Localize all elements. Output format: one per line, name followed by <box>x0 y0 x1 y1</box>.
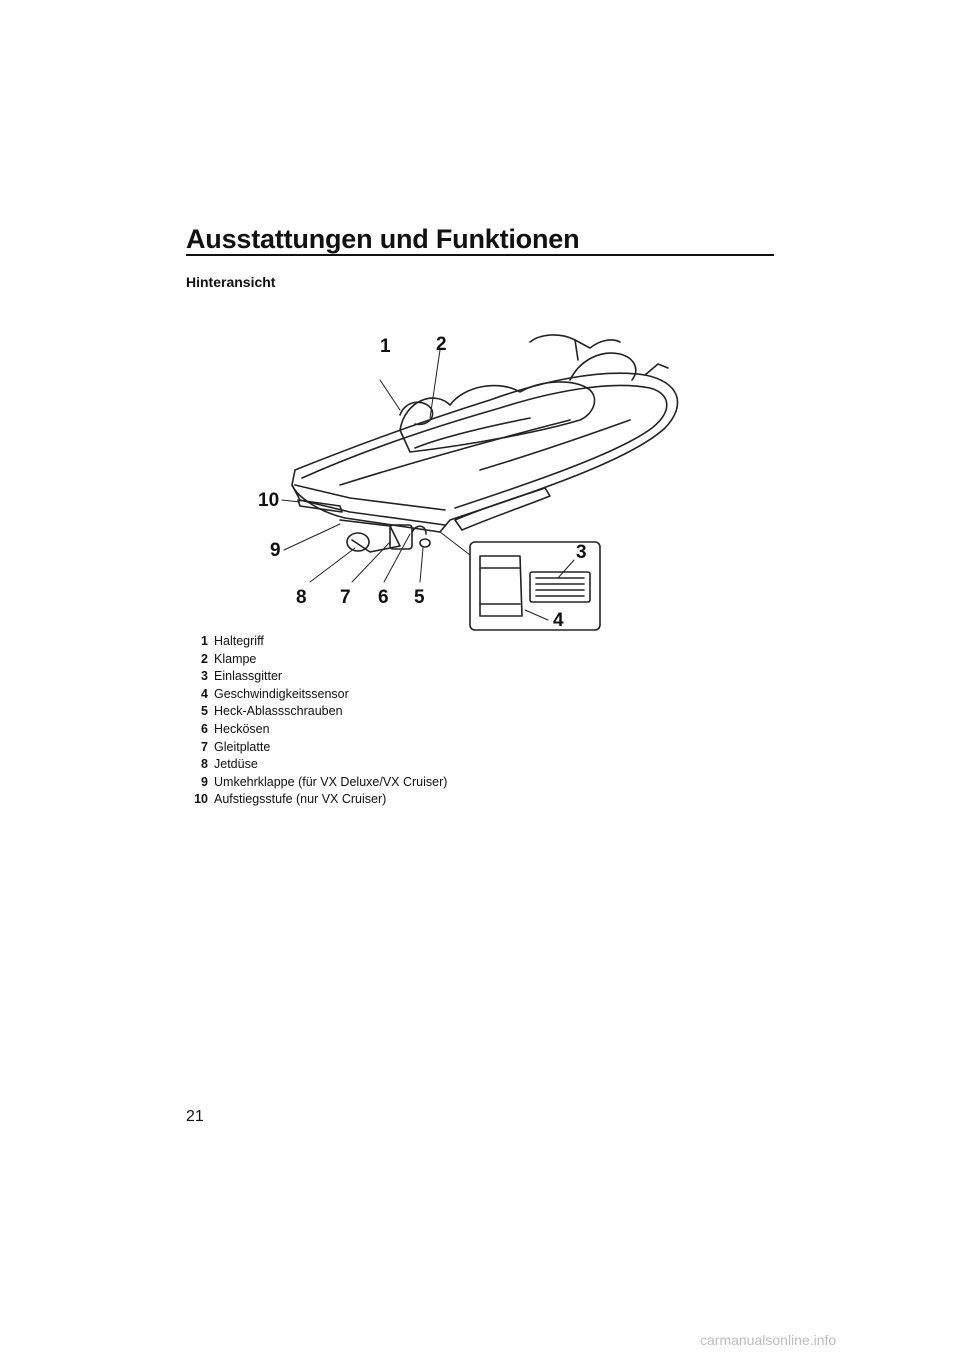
leader-inset <box>440 532 470 555</box>
leader-1 <box>380 380 400 410</box>
legend-item <box>180 668 447 686</box>
legend-label: Einlassgitter <box>214 669 283 684</box>
legend-number: 4 <box>201 686 208 701</box>
legend-number: 1 <box>201 634 208 648</box>
drain-plug <box>420 539 430 547</box>
watercraft-rear-view-figure <box>240 320 700 640</box>
callout-3: 3 <box>576 542 587 563</box>
legend-label: Jetdüse <box>214 757 258 772</box>
callout-1: 1 <box>380 336 391 357</box>
callout-7: 7 <box>340 587 351 608</box>
stern-deck <box>295 485 445 510</box>
watermark: carmanualsonline.info <box>700 1332 837 1348</box>
legend-label: Geschwindigkeitssensor <box>214 686 349 701</box>
legend-number: 5 <box>201 704 208 719</box>
leader-7 <box>352 542 390 582</box>
legend-number: 3 <box>201 669 208 684</box>
leader-2 <box>430 350 440 418</box>
legend-item <box>180 791 447 809</box>
legend-item <box>180 703 447 721</box>
page-number: 21 <box>186 1108 204 1125</box>
grab-handle <box>400 402 433 424</box>
legend-label: Umkehrklappe (für VX Deluxe/VX Cruiser) <box>214 774 448 789</box>
legend-item <box>180 651 447 669</box>
watercraft-illustration <box>240 320 700 640</box>
legend-number: 6 <box>201 721 208 736</box>
legend-item <box>180 686 447 704</box>
callout-9: 9 <box>270 540 281 561</box>
legend-item <box>180 721 447 739</box>
leader-5 <box>420 548 423 582</box>
legend-label: Heckösen <box>214 721 270 736</box>
callout-4: 4 <box>553 610 564 631</box>
title-rule <box>186 254 774 256</box>
callout-6: 6 <box>378 587 389 608</box>
legend-item <box>180 774 447 792</box>
callout-5: 5 <box>414 587 425 608</box>
section-heading: Hinteransicht <box>186 274 276 290</box>
page-title: Ausstattungen und Funktionen <box>186 224 580 254</box>
leader-8 <box>310 548 355 582</box>
legend-number: 2 <box>201 651 208 666</box>
leader-4 <box>525 610 548 620</box>
legend-label: Gleitplatte <box>214 739 271 754</box>
legend-number: 10 <box>194 792 208 807</box>
sponson <box>455 488 550 530</box>
leader-3 <box>558 560 574 578</box>
legend-item <box>180 633 447 651</box>
intake-grate <box>480 556 522 616</box>
callout-10: 10 <box>258 490 280 511</box>
parts-legend <box>180 633 447 809</box>
legend-number: 7 <box>201 739 208 754</box>
legend-item <box>180 739 447 757</box>
callout-2: 2 <box>436 334 447 355</box>
legend-label: Haltegriff <box>214 634 264 648</box>
legend-item <box>180 756 447 774</box>
callout-8: 8 <box>296 587 307 608</box>
legend-label: Klampe <box>214 651 257 666</box>
seat <box>400 382 595 452</box>
leader-9 <box>284 524 340 550</box>
legend-number: 8 <box>201 757 208 772</box>
legend-label: Heck-Ablassschrauben <box>214 704 343 719</box>
legend-number: 9 <box>201 774 208 789</box>
legend-label: Aufstiegsstufe (nur VX Cruiser) <box>214 792 387 807</box>
